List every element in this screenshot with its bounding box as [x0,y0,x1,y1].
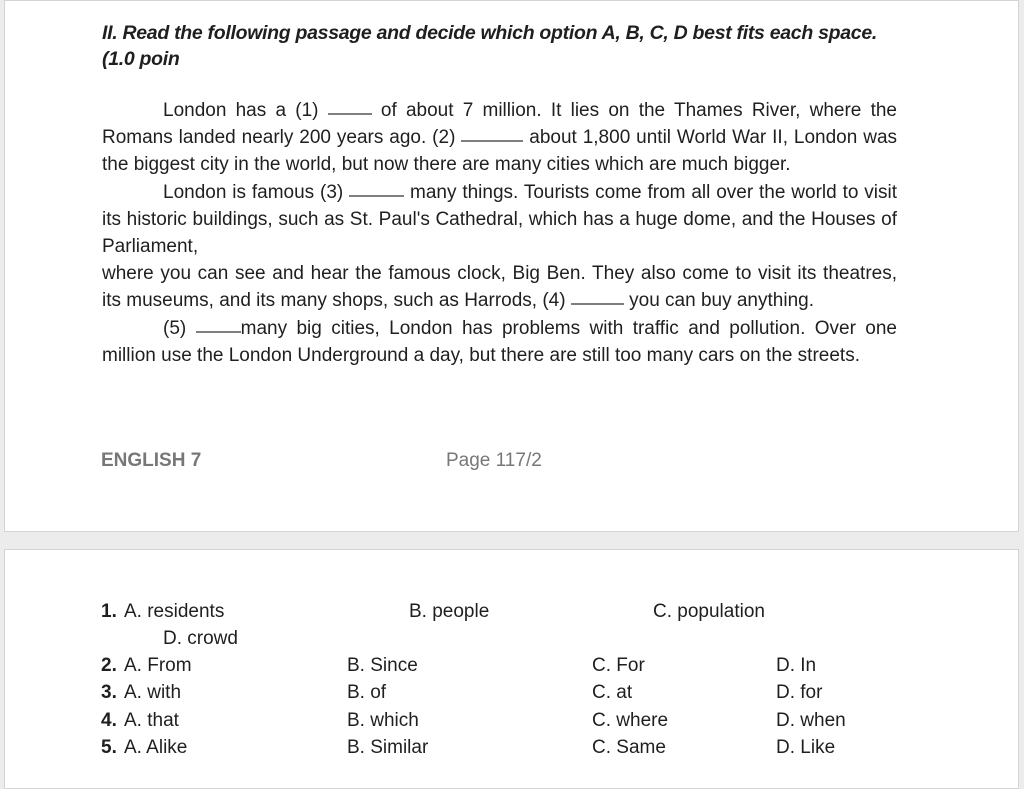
blank-2 [461,139,523,143]
passage-paragraph-1 [102,97,897,179]
passage-text: many big cities, London has problems with traffic and pollution. Over one million use the London Underground a day, but there are still too many cars on the streets. [102,317,897,366]
option-b: B. Similar [347,737,429,758]
option-d: D. crowd [163,628,238,649]
question-number: 3. [101,682,117,703]
option-d: D. Like [776,737,836,758]
exercise-heading: II. Read the following passage and decide which option A, B, C, D best fits each space. (1.0 poin [102,22,877,70]
footer-page-number: Page 117/2 [446,450,542,471]
option-a: A. From [124,655,192,676]
passage-text: you can buy anything. [629,290,814,312]
option-b: B. Since [347,655,418,676]
blank-4 [571,302,624,306]
option-a: A. residents [124,601,225,622]
passage-paragraph-2 [102,179,897,261]
passage-text: London is famous (3) [163,181,344,203]
passage-paragraph-3 [102,260,897,314]
option-a: A. with [124,682,182,703]
options-list [5,550,1018,788]
answer-options-page [4,549,1019,789]
question-number: 4. [101,710,117,731]
blank-3 [349,194,404,198]
passage-text: of about 7 million. It lies on the Thames River, where the Romans landed nearly 200 years ago. (2) [102,100,897,149]
option-c: C. population [653,601,765,622]
option-a: A. that [124,710,179,731]
option-a: A. Alike [124,737,188,758]
option-c: C. For [592,655,645,676]
passage-text: about 1,800 until World War II, London was the biggest city in the world, but now there are many cities which are much bigger. [102,127,898,176]
reading-passage [102,97,897,369]
option-d: D. In [776,655,817,676]
passage-text: where you can see and hear the famous clock, Big Ben. They also come to visit its theatres, its museums, and its many shops, such as Harrods, (4) [102,263,897,312]
passage-text: many things. Tourists come from all over the world to visit its historic buildings, such as St. Paul's Cathedral, which has a huge dome, and the Houses of Parliament, [102,181,898,258]
blank-5 [196,330,241,334]
question-number: 2. [101,655,117,676]
option-d: D. for [776,682,823,703]
option-c: C. Same [592,737,666,758]
option-c: C. where [592,710,669,731]
passage-text: London has a (1) [163,100,319,121]
footer-course: ENGLISH 7 [101,450,202,471]
question-number: 5. [101,737,117,758]
question-number: 1. [101,601,117,622]
option-b: B. which [347,710,419,731]
page-117 [4,0,1019,532]
option-c: C. at [592,682,633,703]
passage-text: (5) [163,317,187,339]
passage-paragraph-4 [102,315,897,369]
option-d: D. when [776,710,846,731]
option-b: B. people [409,601,490,622]
blank-1 [328,112,372,116]
option-b: B. of [347,682,387,703]
